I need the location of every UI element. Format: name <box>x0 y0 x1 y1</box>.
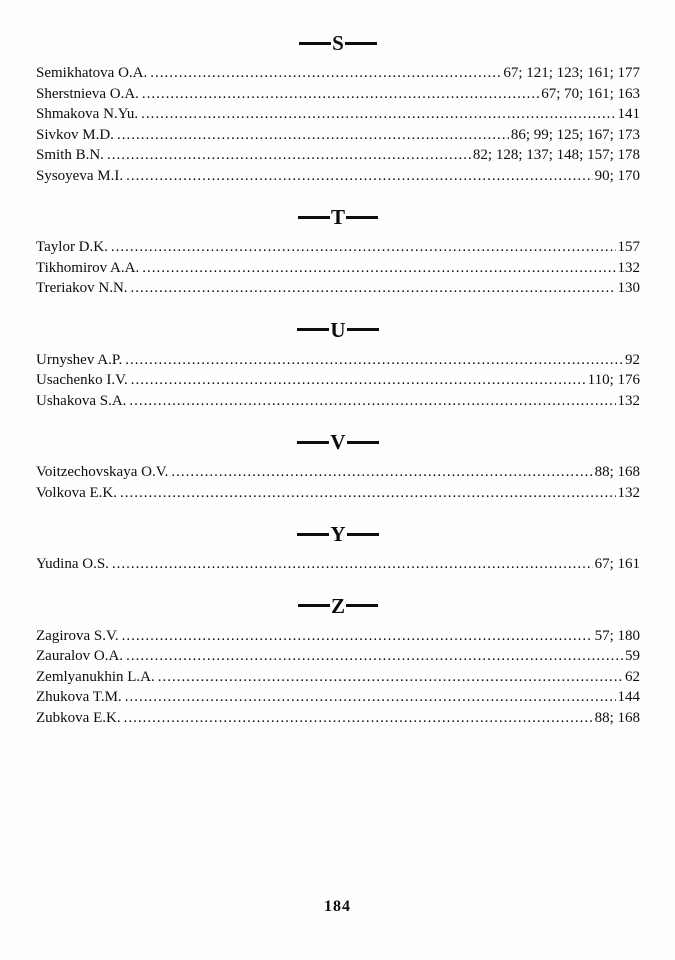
dot-leader <box>158 667 623 688</box>
entry-name: Sivkov M.D. <box>36 126 114 143</box>
entry-name: Urnyshev A.P. <box>36 351 123 368</box>
entry-name: Voitzechovskaya O.V. <box>36 464 169 480</box>
index-entry <box>36 462 640 483</box>
index-entry <box>36 166 640 187</box>
index-section <box>36 32 640 186</box>
section-heading <box>36 206 640 228</box>
section-heading <box>36 319 640 341</box>
index-entry <box>36 687 640 708</box>
index-entry <box>36 667 640 688</box>
entry-pages: 67; 70; 161; 163 <box>541 85 640 102</box>
dot-leader <box>124 708 593 729</box>
entry-pages: 59 <box>625 648 640 664</box>
section-letter: V <box>330 430 346 454</box>
entry-pages: 130 <box>617 280 640 296</box>
index-entry <box>36 350 640 371</box>
heading-dash-left <box>297 441 329 444</box>
index-entry <box>36 278 640 299</box>
section-entries <box>36 554 640 575</box>
heading-dash-left <box>299 42 331 45</box>
index-entry <box>36 237 640 258</box>
entry-name: Tikhomirov A.A. <box>36 259 140 276</box>
entry-pages: 88; 168 <box>594 709 640 726</box>
heading-dash-left <box>298 216 330 219</box>
entry-pages: 132 <box>617 259 640 276</box>
section-entries <box>36 237 640 299</box>
dot-leader <box>129 391 615 412</box>
dot-leader <box>142 84 539 105</box>
entry-name: Zubkova E.K. <box>36 709 121 726</box>
heading-dash-right <box>347 328 379 331</box>
heading-dash-right <box>345 42 377 45</box>
dot-leader <box>125 350 623 371</box>
entry-pages: 67; 161 <box>594 556 640 572</box>
page-number: 184 <box>324 898 351 915</box>
dot-leader <box>171 462 592 483</box>
section-heading <box>36 595 640 617</box>
heading-dash-right <box>346 604 378 607</box>
index-entry <box>36 125 640 146</box>
entry-pages: 90; 170 <box>594 167 640 184</box>
entry-name: Shmakova N.Yu. <box>36 106 139 122</box>
section-heading <box>36 431 640 453</box>
heading-dash-right <box>347 533 379 536</box>
entry-pages: 88; 168 <box>594 464 640 480</box>
index-section <box>36 206 640 299</box>
index-section <box>36 595 640 729</box>
index-entry <box>36 483 640 504</box>
index-entry <box>36 554 640 575</box>
index-entry <box>36 370 640 391</box>
entry-name: Taylor D.K. <box>36 239 108 255</box>
section-entries <box>36 350 640 412</box>
index-entry <box>36 104 640 125</box>
dot-leader <box>125 687 616 708</box>
entry-name: Semikhatova O.A. <box>36 65 148 81</box>
section-entries <box>36 462 640 503</box>
dot-leader <box>107 145 471 166</box>
dot-leader <box>120 483 616 504</box>
section-entries <box>36 63 640 186</box>
entry-pages: 67; 121; 123; 161; 177 <box>503 65 640 81</box>
dot-leader <box>131 278 616 299</box>
dot-leader <box>117 125 509 146</box>
entry-pages: 92 <box>625 351 640 368</box>
index-section <box>36 431 640 503</box>
dot-leader <box>142 258 615 279</box>
entry-name: Volkova E.K. <box>36 484 117 501</box>
entry-name: Usachenko I.V. <box>36 372 128 388</box>
heading-dash-left <box>297 328 329 331</box>
dot-leader <box>141 104 615 125</box>
entry-name: Sherstnieva O.A. <box>36 85 139 102</box>
entry-pages: 144 <box>617 689 640 705</box>
dot-leader <box>131 370 586 391</box>
heading-dash-left <box>298 604 330 607</box>
section-letter: Y <box>330 522 346 546</box>
index-section <box>36 523 640 575</box>
dot-leader <box>111 237 616 258</box>
entry-pages: 57; 180 <box>594 627 640 644</box>
dot-leader <box>126 166 593 187</box>
section-letter: T <box>330 205 345 229</box>
entry-name: Treriakov N.N. <box>36 280 128 296</box>
entry-name: Smith B.N. <box>36 147 104 163</box>
index-entry <box>36 391 640 412</box>
entry-pages: 86; 99; 125; 167; 173 <box>510 126 640 143</box>
section-letter: S <box>332 31 344 55</box>
section-heading <box>36 523 640 545</box>
entry-name: Zhukova T.M. <box>36 689 122 705</box>
heading-dash-left <box>297 533 329 536</box>
heading-dash-right <box>347 441 379 444</box>
entry-name: Ushakova S.A. <box>36 392 127 409</box>
entry-pages: 141 <box>617 106 640 122</box>
heading-dash-right <box>346 216 378 219</box>
entry-pages: 132 <box>617 484 640 501</box>
entry-name: Sysoyeva M.I. <box>36 167 124 184</box>
index-entry <box>36 646 640 667</box>
dot-leader <box>112 554 593 575</box>
index-entry <box>36 708 640 729</box>
section-letter: U <box>330 317 346 342</box>
index-section <box>36 319 640 412</box>
entry-pages: 157 <box>617 239 640 255</box>
entry-name: Zagirova S.V. <box>36 627 119 644</box>
index-entry <box>36 145 640 166</box>
dot-leader <box>122 626 593 647</box>
index-entry <box>36 63 640 84</box>
entry-pages: 110; 176 <box>587 372 640 388</box>
dot-leader <box>126 646 623 667</box>
entry-name: Zemlyanukhin L.A. <box>36 668 155 685</box>
entry-name: Zauralov O.A. <box>36 648 124 664</box>
index-entry <box>36 626 640 647</box>
entry-name: Yudina O.S. <box>36 556 109 572</box>
entry-pages: 62 <box>625 668 640 685</box>
section-entries <box>36 626 640 729</box>
index-entry <box>36 84 640 105</box>
section-heading <box>36 32 640 54</box>
dot-leader <box>150 63 501 84</box>
section-letter: Z <box>330 593 345 618</box>
entry-pages: 132 <box>617 392 640 409</box>
entry-pages: 82; 128; 137; 148; 157; 178 <box>472 147 640 163</box>
index-entry <box>36 258 640 279</box>
